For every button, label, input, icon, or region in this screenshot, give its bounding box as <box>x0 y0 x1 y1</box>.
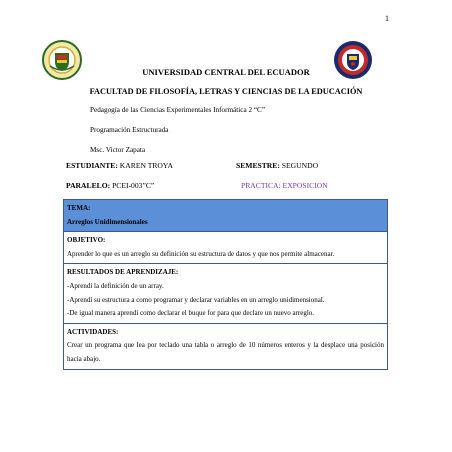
subject-line: Programación Estructurada <box>90 126 169 134</box>
practice-label: PRACTICA: EXPOSICION <box>241 181 328 190</box>
semester-label: SEMESTRE: <box>236 161 280 170</box>
resultado-item: -Aprendí su estructura a como programar y declarar variables en un arreglo unidimensional. <box>67 295 325 304</box>
tema-cell <box>64 200 388 232</box>
paralelo-label: PARALELO: <box>66 181 111 190</box>
actividades-label: ACTIVIDADES: <box>67 327 119 336</box>
teacher-line: Msc. Victor Zapata <box>90 146 146 154</box>
resultado-item: -De igual manera aprendí como declarar el buque for para que declare un nuevo arreglo. <box>67 309 315 318</box>
faculty-title: FACULTAD DE FILOSOFÍA, LETRAS Y CIENCIAS DE LA EDUCACIÓN <box>89 87 363 96</box>
actividades-cell <box>64 323 388 369</box>
tema-label: TEMA: <box>67 204 91 212</box>
actividades-text: Crear un programa que lea por teclado una tabla o arreglo de 10 números enteros y la desplace una posición hacia abajo. <box>67 341 384 363</box>
resultado-item: -Aprendí la definición de un array. <box>67 281 164 290</box>
page-number: 1 <box>385 14 389 23</box>
semester-field <box>236 161 318 170</box>
resultados-cell <box>64 264 388 323</box>
tema-value: Arreglos Unidimensionales <box>67 217 148 226</box>
objetivo-cell <box>64 232 388 264</box>
student-field <box>66 161 173 170</box>
university-title: UNIVERSIDAD CENTRAL DEL ECUADOR <box>142 67 310 77</box>
objetivo-text: Aprender lo que es un arreglo su definición su estructura de datos y que nos permite almacenar. <box>67 249 335 258</box>
student-label: ESTUDIANTE: <box>66 161 118 170</box>
student-value: KAREN TROYA <box>117 161 174 170</box>
objetivo-label: OBJETIVO: <box>67 236 106 245</box>
paralelo-value: PCEI-003”C” <box>110 181 155 190</box>
paralelo-field <box>66 181 154 190</box>
resultados-label: RESULTADOS DE APRENDIZAJE: <box>67 268 179 277</box>
career-line: Pedagogía de las Ciencias Experimentales Informática 2 “C” <box>90 106 266 114</box>
semester-value: SEGUNDO <box>279 161 319 170</box>
info-table <box>63 199 388 370</box>
